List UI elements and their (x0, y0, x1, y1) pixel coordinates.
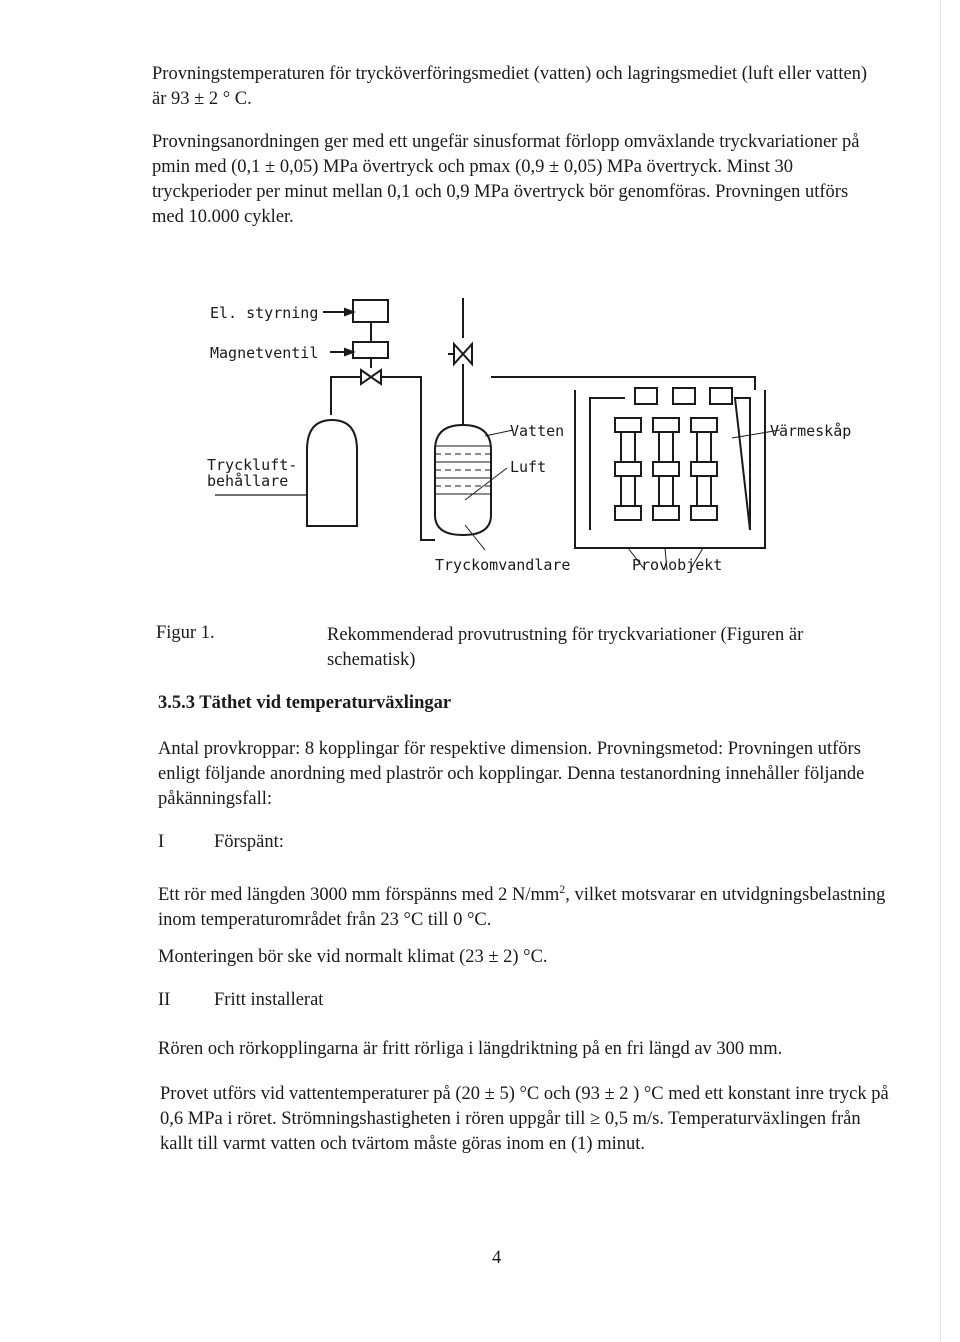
prestress-text-tail: , vilket motsvarar en utvidgningsbelastning inom temperaturområdet från 23 °C till 0 °C. (158, 885, 886, 931)
test-object-3 (691, 418, 717, 432)
paragraph-test-temperature: Provningstemperaturen för trycköverföringsmediet (vatten) och lagringsmediet (luft eller vatten) är 93 ± 2 ° C. (152, 64, 868, 109)
pressure-converter (435, 425, 491, 535)
control-box (353, 300, 388, 322)
paragraph-specimens: Antal provkroppar: 8 kopplingar för respektive dimension. Provningsmetod: Provningen utförs enligt följande anordning med plaströr och kopplingar. Denna testanordning innehåller följande påkänningsfall: (158, 739, 865, 809)
case-label-2: Fritt installerat (214, 990, 324, 1010)
case-label-1: Förspänt: (214, 832, 284, 852)
label-tryckluft-line2: behållare (207, 472, 289, 490)
paragraph-test-setup: Provningsanordningen ger med ett ungefär sinusformat förlopp omväxlande tryckvariationer på pmin med (0,1 ± 0,05) MPa övertryck och pmax (0,9 ± 0,05) MPa övertryck. Minst 30 tryckperioder per minut mellan 0,1 och 0,9 MPa övertryck bör genomföras. Provningen utförs med 10.000 cykler. (152, 132, 860, 227)
paragraph-prestressed (158, 877, 893, 933)
figure-label: Figur 1. (156, 623, 215, 643)
case-number-2: II (158, 990, 171, 1010)
label-vatten: Vatten (510, 422, 565, 440)
case-number-1: I (158, 832, 165, 852)
label-luft: Luft (510, 458, 547, 476)
figure-caption: Rekommenderad provutrustning för tryckvariationer (Figuren är schematisk) (327, 625, 804, 670)
valve-symbol (361, 370, 381, 384)
paragraph-mounting: Monteringen bör ske vid normalt klimat (23 ± 2) °C. (158, 947, 548, 967)
label-magnetventil: Magnetventil (210, 344, 319, 362)
air-tank (307, 420, 357, 526)
test-equipment-diagram (195, 290, 885, 590)
paragraph-water-temperature: Provet utförs vid vattentemperaturer på (20 ± 5) °C och (93 ± 2 ) °C med ett konstant inre tryck på 0,6 MPa i röret. Strömningshastigheten i rören uppgår till ≥ 0,5 m/s. Temperaturväxlingen från kallt till varmt vatten och tvärtom måste göras inom en (1) minut. (160, 1084, 889, 1154)
label-tryckomvandlare: Tryckomvandlare (435, 556, 571, 574)
top-valve-symbol (454, 344, 472, 364)
label-el-styrning: El. styrning (210, 304, 319, 322)
superscript: 2 (559, 882, 566, 896)
magnetventil-box (353, 342, 388, 358)
page-number: 4 (492, 1248, 502, 1268)
paragraph-free-movement: Rören och rörkopplingarna är fritt rörliga i längdriktning på en fri längd av 300 mm. (158, 1039, 783, 1059)
section-heading: 3.5.3 Täthet vid temperaturväxlingar (158, 693, 452, 713)
label-tryckluft-line1: Tryckluft- (207, 456, 298, 474)
pipe-top (331, 377, 361, 415)
scan-margin-line (940, 0, 941, 1342)
label-varmeskap: Värmeskåp (770, 422, 852, 440)
test-object-1 (615, 418, 641, 432)
label-provobjekt: Provobjekt (632, 556, 723, 574)
test-object-2 (653, 418, 679, 432)
prestress-text: Ett rör med längden 3000 mm förspänns med 2 N/mm (158, 885, 560, 906)
